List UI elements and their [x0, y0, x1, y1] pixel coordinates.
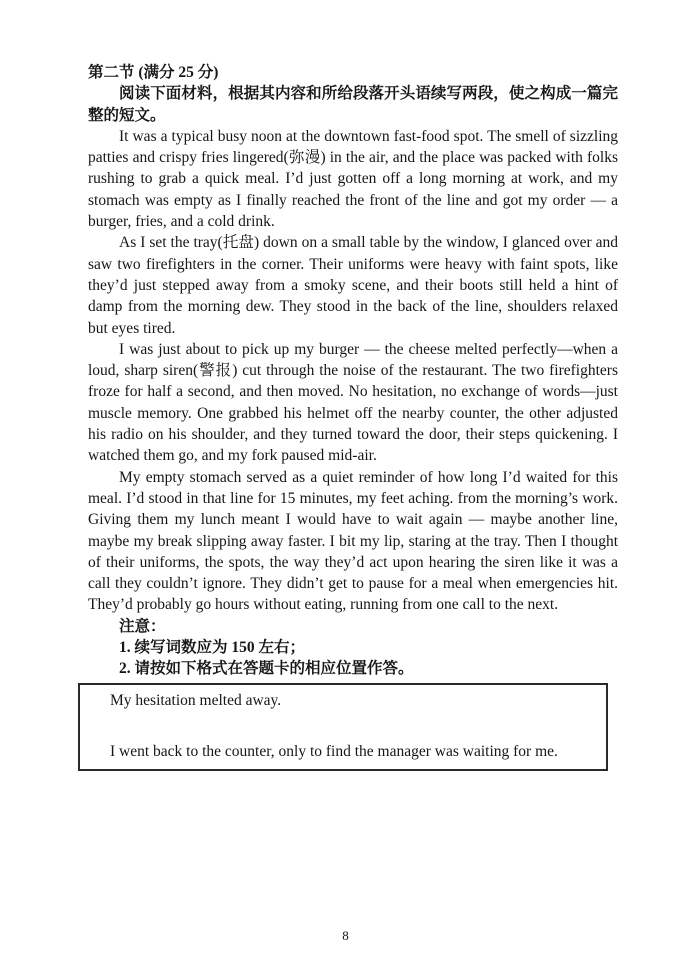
- passage-paragraph-2: As I set the tray(托盘) down on a small table by the window, I glanced over and saw two firefighters in the corner. Their uniforms were heavy with faint spots, like they’d just stepped away from a smoky scene, and their boots still held a hint of damp from the morning dew. They stood in the back of the line, shoulders relaxed but eyes tired.: [88, 234, 618, 337]
- passage-paragraph-4: My empty stomach served as a quiet reminder of how long I’d waited for this meal. I’d stood in that line for 15 minutes, my feet aching. from the morning’s work. Giving them my lunch meant I would have to wait again — maybe another line, maybe my break slipping away faster. I bit my lip, staring at the tray. Then I thought of their uniforms, the spots, the way they’d act upon hearing the siren like it was a call they couldn’t ignore. They didn’t get to pause for a meal when emergencies hit. They’d probably go hours without eating, running from one call to the next.: [88, 468, 618, 614]
- passage-paragraph-3: I was just about to pick up my burger — the cheese melted perfectly—when a loud, sharp siren(警报) cut through the noise of the restaurant. The two firefighters froze for half a second, and then moved. No hesitation, no exchange of words—just muscle memory. One grabbed his helmet off the nearby counter, the other adjusted his radio on his shoulder, and they turned toward the door, their steps quickening. I watched them go, and my fork paused mid-air.: [88, 340, 618, 465]
- answer-format-box: [78, 683, 608, 771]
- exam-content: [88, 62, 618, 771]
- page-number: 8: [342, 928, 349, 943]
- note-item-word-count: 1. 续写词数应为 150 左右；: [119, 639, 306, 657]
- notes-label: 注意：: [119, 617, 166, 635]
- task-instruction: 阅读下面材料，根据其内容和所给段落开头语续写两段，使之构成一篇完整的短文。: [88, 85, 618, 124]
- opening-sentence-2: I went back to the counter, only to find the manager was waiting for me.: [110, 743, 558, 761]
- section-heading: 第二节 (满分 25 分): [88, 64, 219, 81]
- note-item-answer-format: 2. 请按如下格式在答题卡的相应位置作答。: [119, 660, 414, 678]
- passage-paragraph-1: It was a typical busy noon at the downtown fast-food spot. The smell of sizzling patties and crispy fries lingered(弥漫) in the air, and the place was packed with folks rushing to grab a quick meal. I’d just gotten off a long morning at work, and my stomach was empty as I finally reached the front of the line and got my order — a burger, fries, and a cold drink.: [88, 127, 618, 231]
- opening-sentence-1: My hesitation melted away.: [110, 691, 282, 709]
